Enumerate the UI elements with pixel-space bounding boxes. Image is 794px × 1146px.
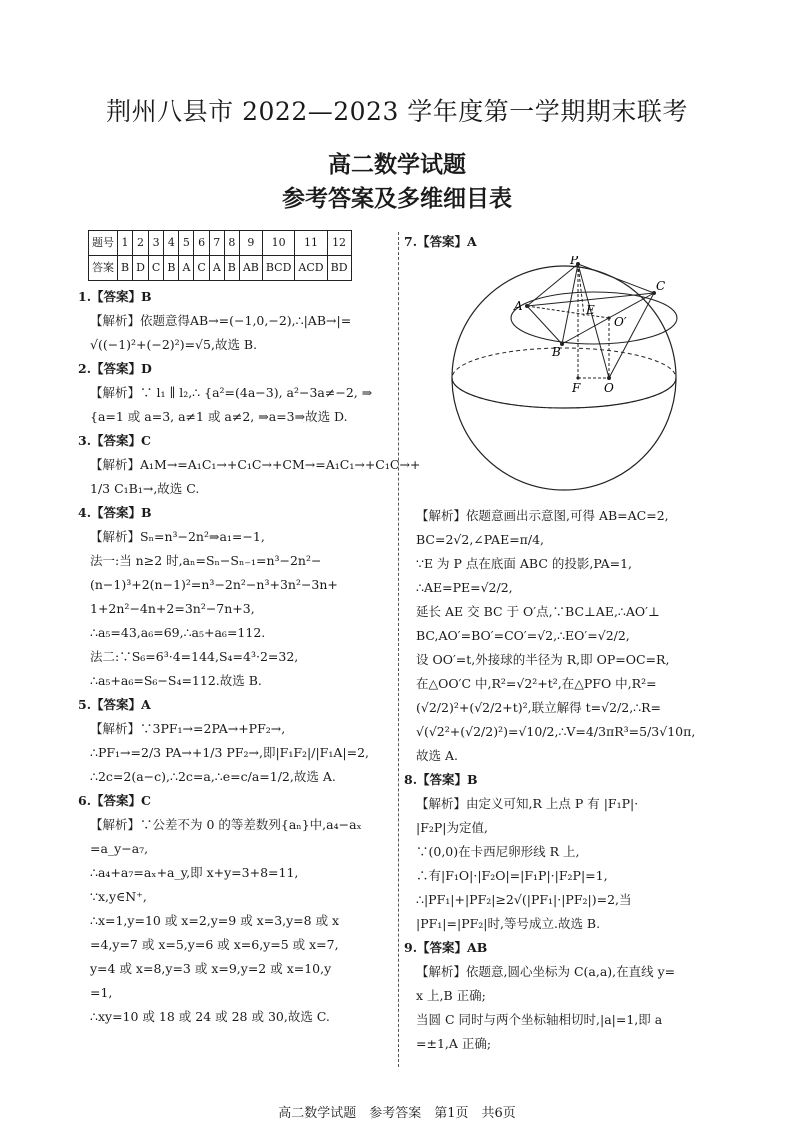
label-A: A bbox=[514, 299, 523, 313]
answer-cell: A bbox=[209, 256, 224, 281]
solution-line: =4,y=7 或 x=5,y=6 或 x=6,y=5 或 x=7, bbox=[90, 937, 339, 952]
solution-line: {a=1 或 a=3, a≠1 或 a≠2, ⇒a=3⇒故选 D. bbox=[90, 409, 348, 424]
document-title: 荆州八县市 2022—2023 学年度第一学期期末联考 bbox=[106, 97, 688, 126]
question-number-cell: 9 bbox=[239, 231, 262, 256]
solution-line: =1, bbox=[90, 985, 113, 1000]
solution-line: 【解析】依题意画出示意图,可得 AB=AC=2, bbox=[416, 508, 669, 523]
answer-cell: BD bbox=[327, 256, 351, 281]
answer-cell: B bbox=[118, 256, 133, 281]
solution-line: √(√2²+(√2/2)²)=√10/2,∴V=4/3πR³=5/3√10π, bbox=[416, 724, 696, 739]
solution-line: ∴a₄+a₇=aₓ+a_y,即 x+y=3+8=11, bbox=[90, 865, 299, 880]
answer-table bbox=[88, 230, 352, 281]
solution-line: ∴PF₁→=2/3 PA→+1/3 PF₂→,即|F₁F₂|/|F₁A|=2, bbox=[90, 745, 369, 760]
solution-line: 1/3 C₁B₁→,故选 C. bbox=[90, 481, 200, 496]
solution-line: ∵(0,0)在卡西尼卵形线 R 上, bbox=[416, 844, 580, 859]
label-F: F bbox=[572, 381, 581, 395]
label-C: C bbox=[656, 279, 666, 293]
solution-line: ∵E 为 P 点在底面 ABC 的投影,PA=1, bbox=[416, 556, 633, 571]
solution-line: 【解析】由定义可知,R 上点 P 有 |F₁P|· bbox=[416, 796, 639, 811]
answer-heading: 2.【答案】D bbox=[78, 361, 152, 376]
solution-line: 【解析】∵公差不为 0 的等差数列{aₙ}中,a₄−aₓ bbox=[90, 817, 362, 832]
solution-line: 【解析】Sₙ=n³−2n²⇒a₁=−1, bbox=[90, 529, 265, 544]
right-solutions bbox=[404, 504, 720, 1056]
answer-cell: AB bbox=[239, 256, 262, 281]
document-subtitle: 高二数学试题 bbox=[328, 152, 466, 178]
answer-cell: B bbox=[164, 256, 179, 281]
solution-line: 当圆 C 同时与两个坐标轴相切时,|a|=1,即 a bbox=[416, 1012, 663, 1027]
question-number-cell: 12 bbox=[327, 231, 351, 256]
answer-heading: 8.【答案】B bbox=[404, 772, 478, 787]
question-number-cell: 4 bbox=[164, 231, 179, 256]
solution-line: |F₂P|为定值, bbox=[416, 820, 488, 835]
document-subtitle-2: 参考答案及多维细目表 bbox=[282, 186, 512, 212]
solution-line: 法一:当 n≥2 时,aₙ=Sₙ−Sₙ₋₁=n³−2n²− bbox=[90, 553, 322, 568]
solution-line: √((−1)²+(−2)²)=√5,故选 B. bbox=[90, 337, 258, 352]
answer-cell: C bbox=[194, 256, 209, 281]
label-O-prime: O′ bbox=[614, 315, 627, 329]
answer-cell: D bbox=[133, 256, 149, 281]
solution-line: 法二:∵S₆=6³·4=144,S₄=4³·2=32, bbox=[90, 649, 299, 664]
solution-line: ∴a₅+a₆=S₆−S₄=112.故选 B. bbox=[90, 673, 262, 688]
question-number-cell: 5 bbox=[179, 231, 194, 256]
label-E: E bbox=[586, 303, 595, 317]
solution-line: ∴AE=PE=√2/2, bbox=[416, 580, 513, 595]
answer-table-header: 题号 bbox=[89, 231, 118, 256]
label-B: B bbox=[552, 345, 561, 359]
answer-heading: 6.【答案】C bbox=[78, 793, 151, 808]
column-divider bbox=[398, 232, 399, 1067]
question-number-cell: 10 bbox=[262, 231, 295, 256]
left-solutions bbox=[78, 285, 421, 1029]
answer-heading: 4.【答案】B bbox=[78, 505, 152, 520]
solution-line: ∴有|F₁O|·|F₂O|=|F₁P|·|F₂P|=1, bbox=[416, 868, 608, 883]
answer-cell: B bbox=[224, 256, 239, 281]
solution-line: 故选 A. bbox=[416, 748, 458, 763]
solution-line: ∴2c=2(a−c),∴2c=a,∴e=c/a=1/2,故选 A. bbox=[90, 769, 336, 784]
question-number-cell: 2 bbox=[133, 231, 149, 256]
question-number-cell: 1 bbox=[118, 231, 133, 256]
label-P: P bbox=[570, 256, 579, 267]
answer-heading: 3.【答案】C bbox=[78, 433, 151, 448]
sphere-figure bbox=[444, 256, 720, 500]
solution-line: ∴a₅=43,a₆=69,∴a₅+a₆=112. bbox=[90, 625, 266, 640]
page-footer: 高二数学试题 参考答案 第1页 共6页 bbox=[278, 1106, 516, 1121]
solution-line: ∴|PF₁|+|PF₂|≥2√(|PF₁|·|PF₂|)=2,当 bbox=[416, 892, 632, 907]
solution-line: =±1,A 正确; bbox=[416, 1036, 492, 1051]
solution-line: y=4 或 x=8,y=3 或 x=9,y=2 或 x=10,y bbox=[90, 961, 332, 976]
solution-line: BC=2√2,∠PAE=π/4, bbox=[416, 532, 545, 547]
right-column bbox=[404, 230, 720, 1056]
solution-line: 延长 AE 交 BC 于 O′点,∵BC⊥AE,∴AO′⊥ bbox=[416, 604, 660, 619]
solution-line: 【解析】依题意,圆心坐标为 C(a,a),在直线 y= bbox=[416, 964, 676, 979]
question-number-cell: 11 bbox=[295, 231, 327, 256]
answer-cell: A bbox=[179, 256, 194, 281]
answer-heading: 1.【答案】B bbox=[78, 289, 152, 304]
solution-line: 【解析】∵ l₁ ∥ l₂,∴ {a²=(4a−3), a²−3a≠−2, ⇒ bbox=[90, 385, 373, 400]
solution-line: |PF₁|=|PF₂|时,等号成立.故选 B. bbox=[416, 916, 601, 931]
question-number-cell: 6 bbox=[194, 231, 209, 256]
solution-line: (√2/2)²+(√2/2+t)²,联立解得 t=√2/2,∴R= bbox=[416, 700, 662, 715]
answer-heading: 5.【答案】A bbox=[78, 697, 151, 712]
answer-cell: ACD bbox=[295, 256, 327, 281]
solution-line: ∴x=1,y=10 或 x=2,y=9 或 x=3,y=8 或 x bbox=[90, 913, 340, 928]
question-number-cell: 3 bbox=[148, 231, 163, 256]
solution-line: x 上,B 正确; bbox=[416, 988, 486, 1003]
solution-line: 【解析】依题意得AB→=(−1,0,−2),∴|AB→|= bbox=[90, 313, 352, 328]
left-column bbox=[78, 230, 421, 1029]
solution-line: BC,AO′=BO′=CO′=√2,∴EO′=√2/2, bbox=[416, 628, 630, 643]
question-number-cell: 7 bbox=[209, 231, 224, 256]
label-O: O bbox=[604, 381, 614, 395]
solution-line: ∴xy=10 或 18 或 24 或 28 或 30,故选 C. bbox=[90, 1009, 330, 1024]
solution-line: 【解析】A₁M→=A₁C₁→+C₁C→+CM→=A₁C₁→+C₁C→+ bbox=[90, 457, 421, 472]
solution-line: 1+2n²−4n+2=3n²−7n+3, bbox=[90, 601, 255, 616]
solution-line: 设 OO′=t,外接球的半径为 R,即 OP=OC=R, bbox=[416, 652, 670, 667]
q7-answer-heading: 7.【答案】A bbox=[404, 234, 477, 249]
solution-line: 【解析】∵3PF₁→=2PA→+PF₂→, bbox=[90, 721, 286, 736]
question-number-cell: 8 bbox=[224, 231, 239, 256]
answer-cell: BCD bbox=[262, 256, 295, 281]
answer-cell: C bbox=[148, 256, 163, 281]
answer-heading: 9.【答案】AB bbox=[404, 940, 488, 955]
solution-line: ∵x,y∈N⁺, bbox=[90, 889, 147, 904]
sphere-diagram bbox=[444, 256, 684, 492]
solution-line: 在△OO′C 中,R²=√2²+t²,在△PFO 中,R²= bbox=[416, 676, 657, 691]
solution-line: =a_y−a₇, bbox=[90, 841, 149, 856]
answer-table-header: 答案 bbox=[89, 256, 118, 281]
solution-line: (n−1)³+2(n−1)²=n³−2n²−n³+3n²−3n+ bbox=[90, 577, 338, 592]
